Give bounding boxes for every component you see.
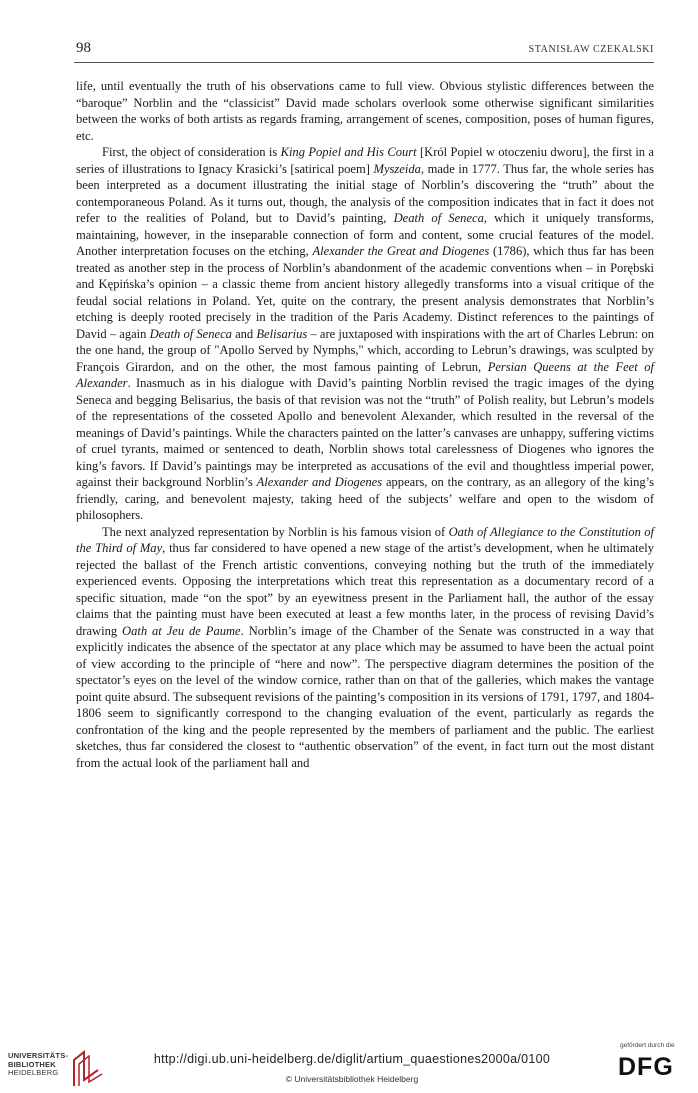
running-head: STANISŁAW CZEKALSKI: [528, 44, 654, 55]
italic-title: Myszeida: [373, 161, 421, 176]
italic-title: Oath of Allegiance to the Constitution of the Third of May: [76, 524, 654, 555]
italic-title: Alexander the Great and Diogenes: [312, 244, 490, 258]
text-run: , which it uniquely transforms, maintaining, however, in the inseparable connection of form and content, some crucial features of the model. Another interpretation focuses on the etching,: [76, 211, 654, 258]
text-run: and: [231, 326, 257, 341]
text-run: First, the object of consideration is: [102, 145, 281, 159]
library-name: [8, 1052, 68, 1078]
text-run: , made in 1777. Thus far, the whole series has been interpreted as a document illustrating the initial stage of Norblin’s discovering the “truth” about the contemporaneous Poland. As it turns out, though, the analysis of the composition indicates that in fact it does not refer to the realities of Poland, but to David’s painting,: [76, 161, 654, 225]
funder-block[interactable]: [612, 1042, 692, 1088]
text-run: appears, on the contrary, as an allegory of the king’s friendly, caring, and benevolent majesty, taking heed of the subjects’ welfare and open to the wisdom of philosophers.: [76, 475, 654, 522]
digital-library-link[interactable]: http://digi.ub.uni-heidelberg.de/diglit/artium_quaestiones2000a/0100: [153, 1052, 551, 1066]
funding-caption: gefördert durch die: [620, 1042, 675, 1049]
library-name-line: UNIVERSITÄTS-: [8, 1051, 69, 1060]
italic-title: Death of Seneca: [393, 211, 484, 225]
italic-title: Oath at Jeu de Paume: [122, 623, 241, 638]
body-text: [76, 78, 654, 771]
library-mark-icon: [70, 1050, 106, 1088]
copyright-notice: © Universitätsbibliothek Heidelberg: [285, 1074, 419, 1084]
text-run: – are juxtaposed with inspirations with the art of Charles Lebrun: on the one hand, the group of "Apollo Served by Nymphs," which, according to Lebrun’s drawings, was sculpted by François Girardon, and on the other, the most famous painting of Lebrun,: [76, 326, 654, 374]
library-name-line: HEIDELBERG: [8, 1068, 59, 1077]
dfg-logo: DFG: [618, 1053, 674, 1081]
text-run: life, until eventually the truth of his observations came to full view. Obvious stylistic differences between the “baroque” Norblin and the “classicist” David made scholars overlook some otherwise significant similarities between the works of both artists as regards framing, arrangement of scenes, composition, poses of human figures, etc.: [76, 79, 654, 143]
text-run: , thus far considered to have opened a new stage of the artist’s development, when he ultimately rejected the ballast of the French artistic conventions, conveying nothing but the truth of the immediately experienced events. Opposing the interpretations which treat this representation as a documentary record of a specific situation, made “on the spot” by an eyewitness present in the Parliament hall, the author of the essay claims that the painting must have been executed at least a few months later, in the process of revising David’s drawing: [76, 541, 654, 638]
body-paragraph: [76, 78, 654, 144]
library-name-line: BIBLIOTHEK: [8, 1059, 56, 1069]
italic-title: Alexander and Diogenes: [256, 475, 383, 489]
text-run: . Inasmuch as in his dialogue with David’s painting Norblin revised the tragic images of the dying Seneca and begging Belisarius, the basis of that revision was not the “truth” of Polish reality, but Lebrun’s models of the representations of the cosseted Apollo and benevolent Alexander, which resulted in the reversal of the meanings of David’s paintings. While the characters painted on the latter’s canvases are unhappy, suffering victims of cruel tyrants, maimed or sentenced to death, Norblin shows total carelessness of Diogenes who ignores the king’s favors. If David’s paintings may be interpreted as accusations of the evil and thoughtless imperial power, against their background Norblin’s: [76, 376, 654, 489]
page-footer: [0, 1040, 698, 1093]
text-run: [Król Popiel w otoczeniu dworu], the first in a series of illustrations to Ignacy Krasicki’s [satirical poem]: [76, 145, 654, 176]
body-paragraph: [76, 524, 654, 772]
text-run: (1786), which thus far has been treated as another step in the process of Norblin’s abandonment of the academic conventions when – in Porębski and Kępińska’s opinion – a classic theme from ancient history allegedly transforms into a visual critique of the feudal social relations in Poland. Yet, quite on the contrary, the present analysis demonstrates that Norblin’s etching is deeply rooted precisely in the tradition of the Paris Academy. Distinct references to the paintings of David – again: [76, 244, 654, 341]
italic-title: Persian Queens at the Feet of Alexander: [76, 359, 654, 390]
italic-title: Belisarius: [256, 326, 308, 341]
page-number: 98: [76, 40, 91, 56]
body-paragraph: [76, 144, 654, 524]
italic-title: King Popiel and His Court: [280, 145, 417, 159]
italic-title: Death of Seneca: [149, 326, 232, 341]
text-run: The next analyzed representation by Norblin is his famous vision of: [102, 524, 449, 539]
text-run: . Norblin’s image of the Chamber of the Senate was constructed in a way that explicitly indicates the absence of the spectator at any place which may be assumed to have been the actual point of view according to the principle of “here and now”. The perspective diagram determines the position of the spectator’s eyes on the level of the window cornice, rather than on that of the galleries, which makes the vantage point quite absurd. The subsequent revisions of the painting’s composition in its versions of 1791, 1797, and 1804-1806 seem to significantly correspond to the changing evaluation of the event, particularly as regards the confrontation of the king and the people represented by the members of parliament and the public. The earliest sketches, thus far considered the closest to “authentic observation” of the event, in fact turn out the most distant from the actual look of the parliament hall and: [76, 623, 654, 770]
page-header: [74, 38, 654, 63]
library-logo[interactable]: [8, 1050, 118, 1090]
